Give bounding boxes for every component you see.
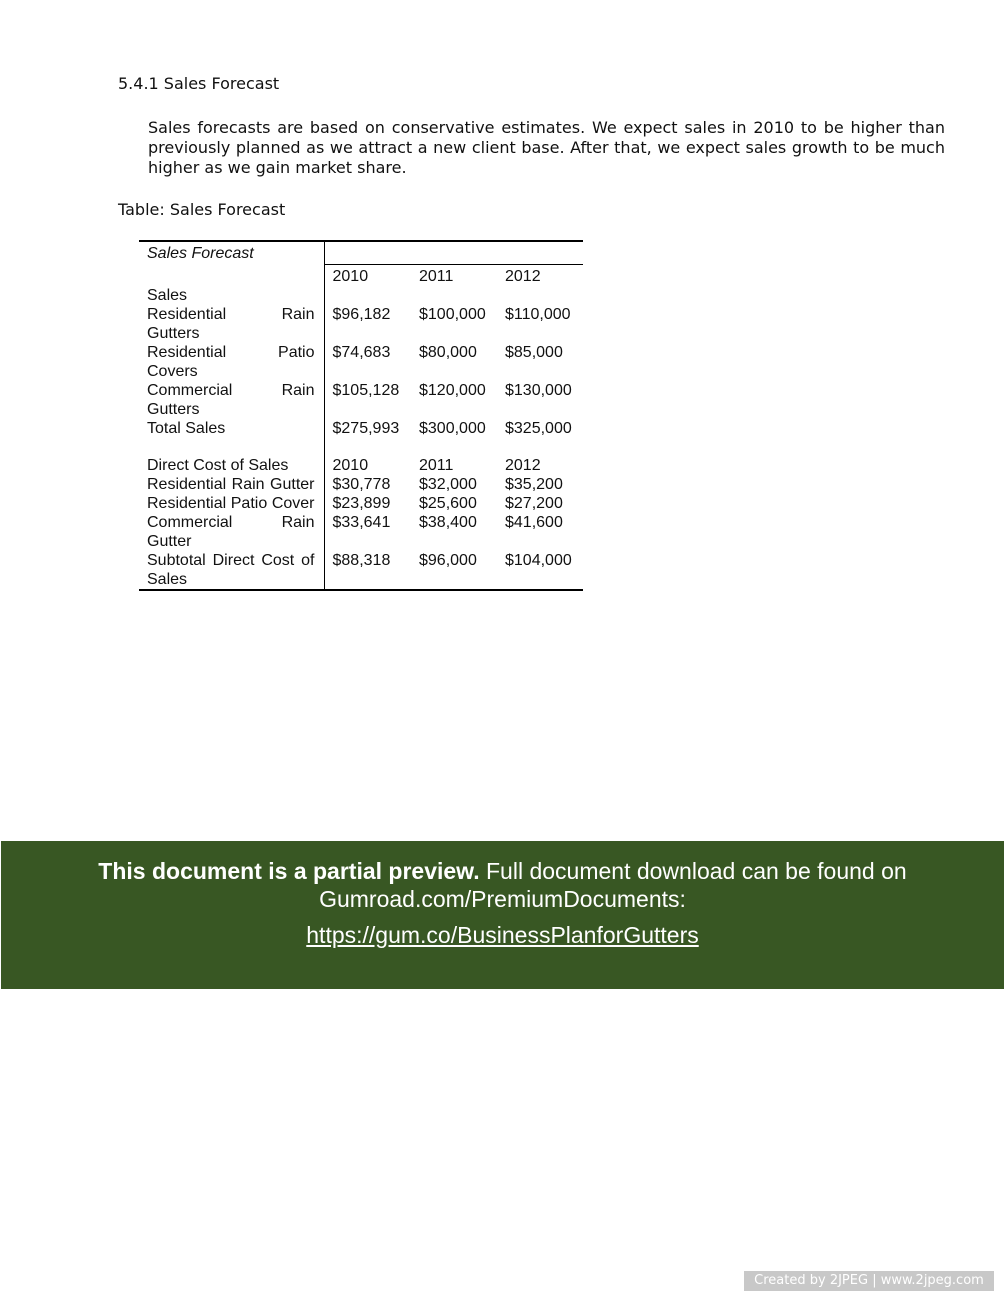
cell-value: $130,000: [505, 381, 572, 399]
table-row: [139, 343, 583, 381]
preview-banner: [1, 841, 1004, 989]
sales-label-row: [139, 286, 583, 305]
banner-message: [1, 857, 1004, 913]
banner-text: Full document download can be found on Gumroad.com/PremiumDocuments:: [319, 858, 907, 912]
table-caption: Table: Sales Forecast: [118, 200, 286, 219]
table-row: [139, 381, 583, 419]
year-header: 2010: [332, 267, 369, 285]
cell-value: $105,128: [332, 381, 400, 399]
cell-value: $300,000: [419, 419, 486, 437]
cell-value: $88,318: [332, 551, 391, 569]
year-header: 2010: [332, 456, 369, 474]
intro-paragraph: Sales forecasts are based on conservative estimates. We expect sales in 2010 to be higher than previously planned as we attract a new client base. After that, we expect sales growth to be much higher as we gain market share.: [148, 118, 945, 177]
cell-value: $41,600: [505, 513, 563, 531]
row-label: Total Sales: [139, 419, 324, 438]
table-row: [139, 475, 583, 494]
cell-value: $80,000: [419, 343, 477, 361]
cell-value: $100,000: [419, 305, 486, 323]
table-row: [139, 494, 583, 513]
cell-value: $38,400: [419, 513, 477, 531]
row-label: Residential Rain Gutter: [139, 475, 324, 494]
section-heading: 5.4.1 Sales Forecast: [118, 74, 280, 93]
cell-value: $85,000: [505, 343, 563, 361]
cell-value: $35,200: [505, 475, 563, 493]
year-header: 2011: [419, 267, 454, 285]
cell-value: $96,182: [332, 305, 391, 323]
row-label: Residential Rain Gutters: [139, 305, 324, 343]
watermark: Created by 2JPEG | www.2jpeg.com: [744, 1271, 994, 1291]
cell-value: $32,000: [419, 475, 477, 493]
row-label: Residential Patio Covers: [139, 343, 324, 381]
cost-label: Direct Cost of Sales: [139, 456, 324, 475]
cost-header-row: [139, 456, 583, 475]
cell-value: $110,000: [505, 305, 571, 323]
cell-value: $25,600: [419, 494, 477, 512]
table-row: [139, 305, 583, 343]
year-header: 2012: [505, 267, 541, 285]
table-title-row: [139, 241, 583, 264]
cell-value: $96,000: [419, 551, 477, 569]
row-label: Residential Patio Cover: [139, 494, 324, 513]
cell-value: $27,200: [505, 494, 563, 512]
cell-value: $23,899: [332, 494, 391, 512]
header-empty-cell: [139, 264, 324, 286]
cell-value: $275,993: [332, 419, 400, 437]
table-row: [139, 419, 583, 438]
table-title: Sales Forecast: [139, 241, 324, 264]
row-label: Subtotal Direct Cost of Sales: [139, 551, 324, 590]
year-header-row: [139, 264, 583, 286]
table-title-empty: [324, 241, 583, 264]
table-row: [139, 513, 583, 551]
cell-value: $30,778: [332, 475, 391, 493]
banner-bold-text: This document is a partial preview.: [98, 858, 480, 884]
cell-value: $33,641: [332, 513, 391, 531]
spacer-row: [139, 438, 583, 456]
cell-value: $120,000: [419, 381, 486, 399]
download-link[interactable]: https://gum.co/BusinessPlanforGutters: [306, 922, 699, 948]
row-label: Commercial Rain Gutters: [139, 381, 324, 419]
year-header: 2012: [505, 456, 541, 474]
sales-forecast-table: [139, 240, 583, 591]
cell-value: $74,683: [332, 343, 391, 361]
sales-label: Sales: [139, 286, 324, 305]
cell-value: $104,000: [505, 551, 572, 569]
row-label: Commercial Rain Gutter: [139, 513, 324, 551]
year-header: 2011: [419, 456, 454, 474]
cell-value: $325,000: [505, 419, 572, 437]
table-row: [139, 551, 583, 590]
